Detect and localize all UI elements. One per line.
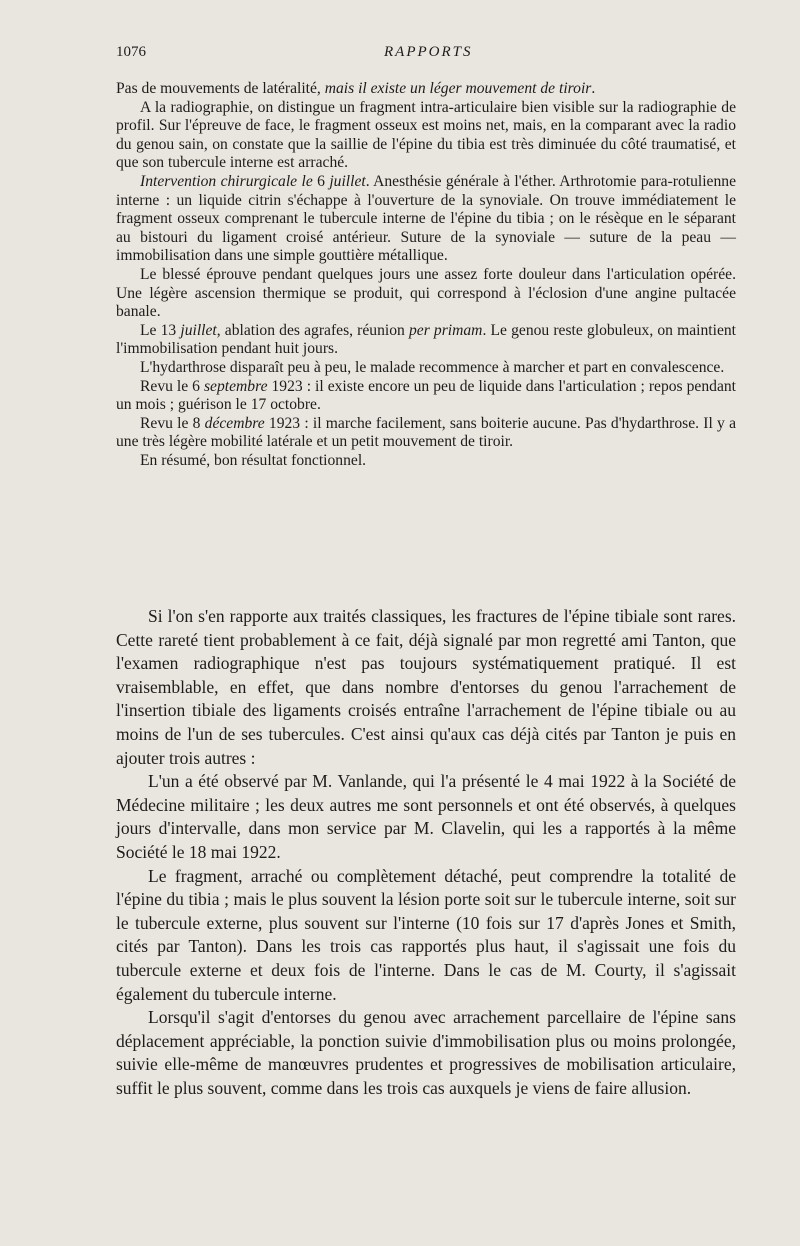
running-title: RAPPORTS	[384, 44, 473, 60]
page-header	[116, 44, 726, 68]
case-report-section	[116, 80, 736, 470]
discussion-paragraph-1: Si l'on s'en rapporte aux traités classiques, les fractures de l'épine tibiale sont rares. Cette rareté tient probablement à ce fait, déjà signalé par mon regretté ami Tanton, que l'examen radiographique n'est pas toujours systématiquement pratiqué. Il est vraisemblable, en effet, que dans nombre d'entorses du genou l'arrachement de l'insertion tibiale des ligaments croisés entraîne l'arrachement de l'épine tibiale ou au moins de l'un de ses tubercules. C'est ainsi qu'aux cas déjà cités par Tanton je puis en ajouter trois autres :	[116, 606, 736, 768]
case-paragraph-1: Pas de mouvements de latéralité, mais il existe un léger mouvement de tiroir.	[116, 80, 596, 97]
case-paragraph-5: Le 13 juillet, ablation des agrafes, réunion per primam. Le genou reste globuleux, on maintient l'immobilisation pendant huit jours.	[116, 321, 737, 358]
case-paragraph-2: A la radiographie, on distingue un fragment intra-articulaire bien visible sur la radiographie de profil. Sur l'épreuve de face, le fragment osseux est moins net, mais, en la comparant avec la radio du genou sain, on constate que la saillie de l'épine du tibia est très diminuée du côté traumatisé, et que son tubercule interne est arraché.	[116, 98, 736, 172]
discussion-section	[116, 605, 736, 1100]
discussion-paragraph-2: L'un a été observé par M. Vanlande, qui l'a présenté le 4 mai 1922 à la Société de Médecine militaire ; les deux autres me sont personnels et ont été observés, à quelques jours d'intervalle, dans mon service par M. Clavelin, qui les a rapportés à la même Société le 18 mai 1922.	[116, 771, 736, 862]
discussion-paragraph-3: Le fragment, arraché ou complètement détaché, peut comprendre la totalité de l'épine du tibia ; mais le plus souvent la lésion porte soit sur le tubercule interne, soit sur le tubercule externe, plus souvent sur l'interne (10 fois sur 17 d'après Jones et Smith, cités par Tanton). Dans les trois cas rapportés plus haut, il s'agissait une fois du tubercule externe et deux fois de l'interne. Dans le cas de M. Courty, il s'agissait également du tubercule interne.	[116, 865, 736, 1004]
page-number: 1076	[116, 44, 146, 60]
case-paragraph-4: Le blessé éprouve pendant quelques jours une assez forte douleur dans l'articulation opérée. Une légère ascension thermique se produit, qui correspond à l'éclosion d'une angine pultacée banale.	[116, 265, 736, 321]
case-paragraph-3: Intervention chirurgicale le 6 juillet. Anesthésie générale à l'éther. Arthrotomie para-rotulienne interne : un liquide citrin s'échappe à l'ouverture de la synoviale. On trouve immédiatement le fragment osseux comprenant le tubercule interne de l'épine du tibia ; on le résèque en le séparant au bistouri du ligament croisé antérieur. Suture de la synoviale — suture de la peau — immobilisation dans une simple gouttière métallique.	[116, 172, 736, 265]
case-paragraph-6: L'hydarthrose disparaît peu à peu, le malade recommence à marcher et part en convalescence.	[140, 358, 725, 376]
case-paragraph-7: Revu le 6 septembre 1923 : il existe encore un peu de liquide dans l'articulation ; repos pendant un mois ; guérison le 17 octobre.	[116, 377, 736, 414]
discussion-paragraph-4: Lorsqu'il s'agit d'entorses du genou avec arrachement parcellaire de l'épine sans déplacement appréciable, la ponction suivie d'immobilisation plus ou moins prolongée, suivie elle-même de manœuvres prudentes et progressives de mobilisation articulaire, suffit le plus souvent, comme dans les trois cas auxquels je viens de faire allusion.	[116, 1007, 736, 1098]
case-paragraph-8: Revu le 8 décembre 1923 : il marche facilement, sans boiterie aucune. Pas d'hydarthrose. Il y a une très légère mobilité latérale et un petit mouvement de tiroir.	[116, 414, 736, 451]
case-paragraph-9: En résumé, bon résultat fonctionnel.	[140, 451, 367, 469]
